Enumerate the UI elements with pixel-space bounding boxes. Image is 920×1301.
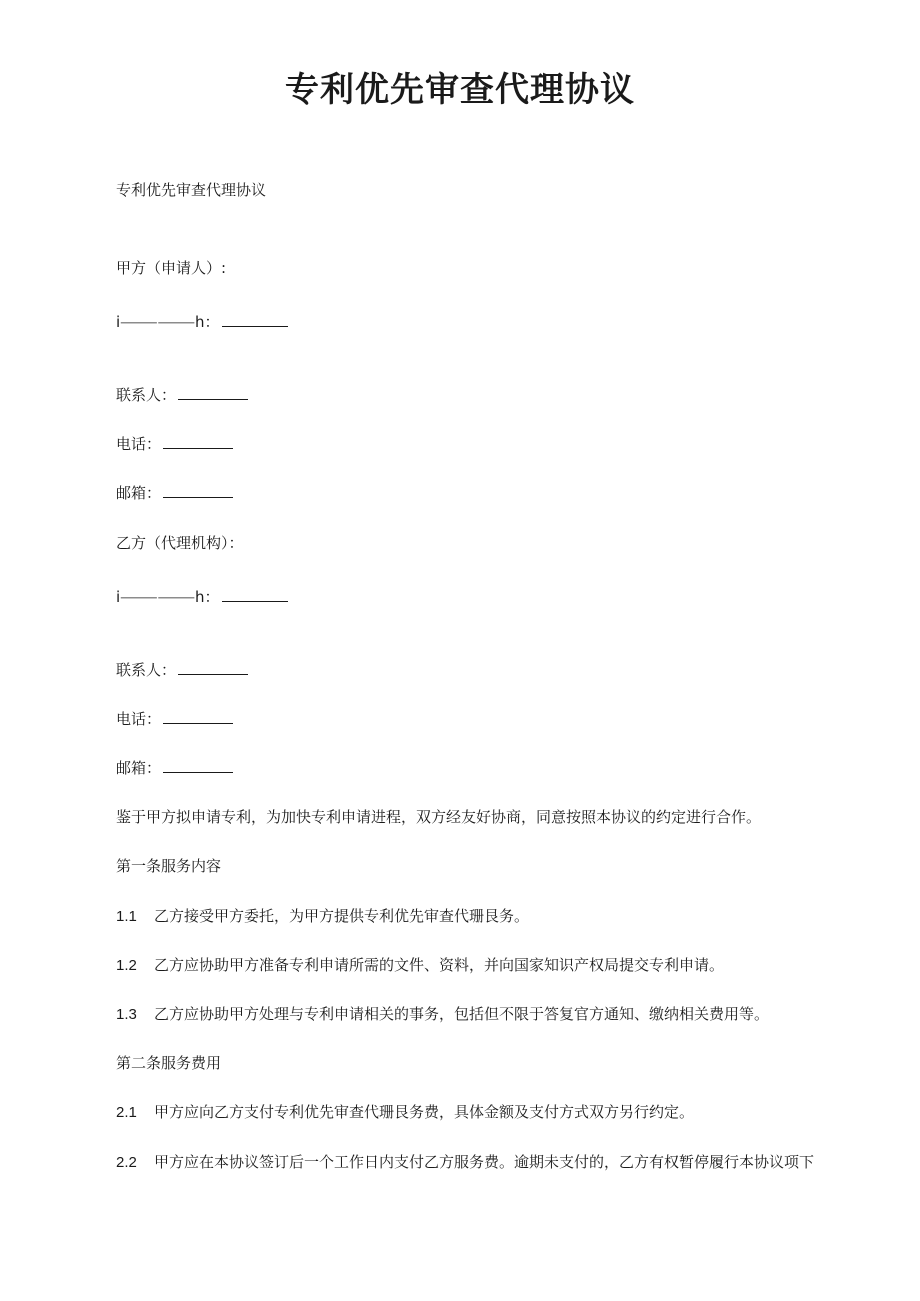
clause-number: 2.1 — [116, 1104, 137, 1121]
preamble-paragraph: 鉴于甲方拟申请专利，为加快专利申请进程，双方经友好协商，同意按照本协议的约定进行合作。 — [116, 808, 762, 826]
party-a-heading: 甲方（申请人）: — [116, 259, 227, 277]
clause-2-2 — [116, 1152, 814, 1173]
clause-text: 乙方应协助甲方处理与专利申请相关的事务，包括但不限于答复官方通知、缴纳相关费用等。 — [154, 1005, 770, 1023]
party-a-address-row — [116, 312, 288, 332]
party-b-address-label: i⸻⸻h： — [116, 588, 220, 606]
clause-text: 甲方应向乙方支付专利优先审查代珊艮务费，具体金额及支付方式双方另行约定。 — [154, 1103, 695, 1121]
party-a-email-blank — [163, 483, 233, 498]
clause-text: 甲方应在本协议签订后一个工作日内支付乙方服务费。逾期未支付的，乙方有权暂停履行本协议项下 — [154, 1153, 815, 1171]
party-b-email-blank — [163, 758, 233, 773]
party-b-heading: 乙方（代理机构）： — [116, 534, 244, 552]
party-a-contact-blank — [178, 385, 248, 400]
party-a-phone-row — [116, 434, 233, 454]
party-a-email-row — [116, 483, 233, 503]
party-b-contact-row — [116, 660, 248, 680]
party-a-address-label: i⸻⸻h： — [116, 313, 220, 331]
party-b-contact-label: 联系人： — [116, 661, 177, 679]
clause-number: 1.1 — [116, 908, 137, 925]
clause-1-2 — [116, 955, 724, 976]
clause-1-3 — [116, 1004, 769, 1025]
section-1-heading: 第一条服务内容 — [116, 857, 222, 875]
clause-number: 1.2 — [116, 957, 137, 974]
party-a-phone-label: 电话： — [116, 435, 162, 453]
section-2-heading: 第二条服务费用 — [116, 1054, 222, 1072]
clause-text: 乙方接受甲方委托，为甲方提供专利优先审查代珊艮务。 — [154, 907, 530, 925]
party-a-phone-blank — [163, 434, 233, 449]
clause-text: 乙方应协助甲方准备专利申请所需的文件、资料，并向国家知识产权局提交专利申请。 — [154, 956, 725, 974]
party-a-email-label: 邮箱： — [116, 484, 162, 502]
party-b-phone-label: 电话： — [116, 710, 162, 728]
party-a-contact-row — [116, 385, 248, 405]
party-b-phone-blank — [163, 709, 233, 724]
document-title: 专利优先审查代理协议 — [285, 70, 635, 110]
party-a-contact-label: 联系人： — [116, 386, 177, 404]
document-subtitle: 专利优先审查代理协议 — [116, 181, 267, 199]
party-b-phone-row — [116, 709, 233, 729]
clause-number: 1.3 — [116, 1006, 137, 1023]
party-b-address-blank — [222, 587, 288, 602]
clause-2-1 — [116, 1102, 694, 1123]
party-b-address-row — [116, 587, 288, 607]
party-b-email-label: 邮箱： — [116, 759, 162, 777]
clause-1-1 — [116, 906, 529, 927]
party-b-email-row — [116, 758, 233, 778]
party-a-address-blank — [222, 312, 288, 327]
party-b-contact-blank — [178, 660, 248, 675]
clause-number: 2.2 — [116, 1154, 137, 1171]
